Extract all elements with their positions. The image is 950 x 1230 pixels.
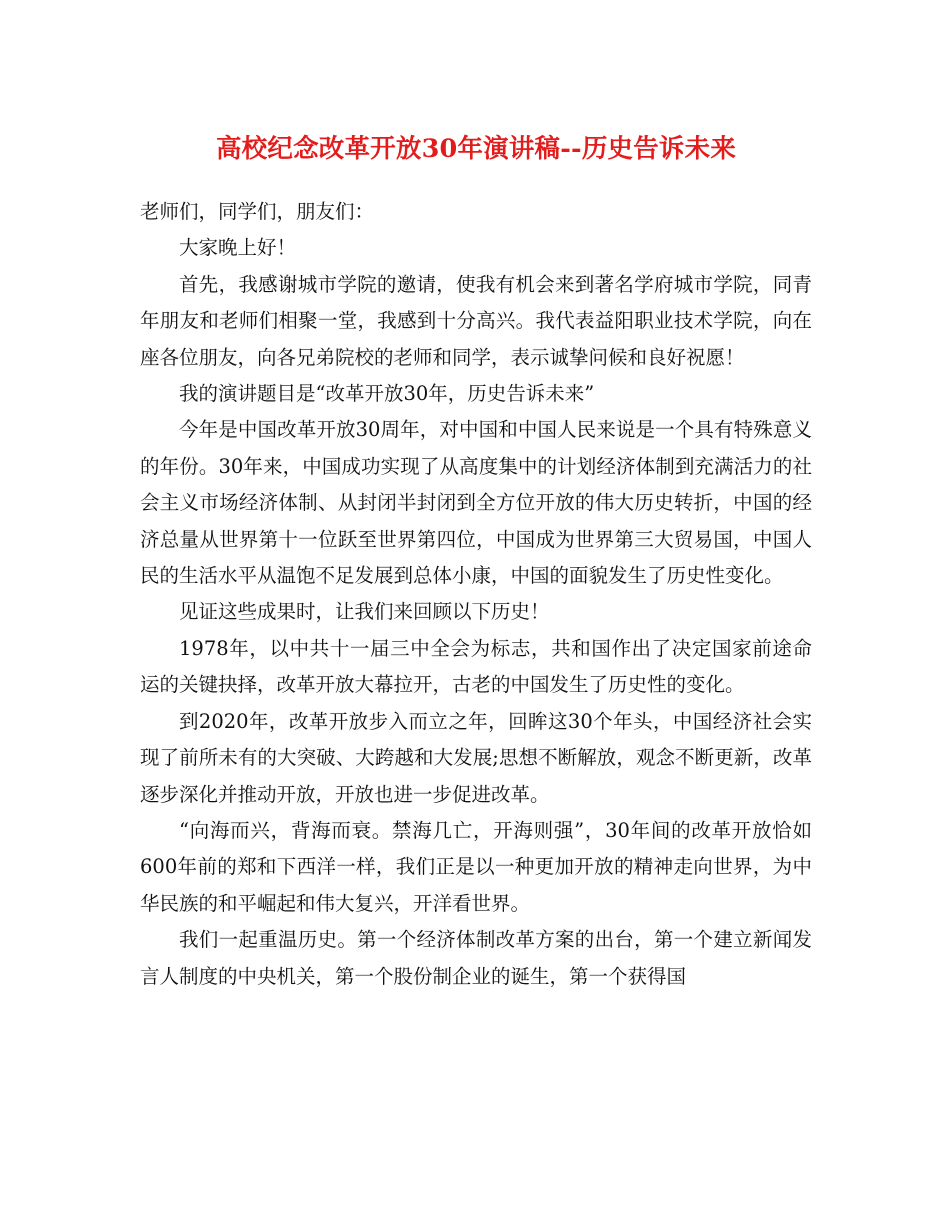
document-page	[140, 126, 812, 995]
paragraph-history: 我们一起重温历史。第一个经济体制改革方案的出台，第一个建立新闻发言人制度的中央机关，第一个股份制企业的诞生，第一个获得国	[140, 928, 812, 988]
paragraph-2020: 到2020年，改革开放步入而立之年，回眸这30个年头，中国经济社会实现了前所未有的大突破、大跨越和大发展;思想不断解放，观念不断更新，改革逐步深化并推动开放，开放也进一步促进改革。	[140, 709, 812, 806]
paragraph-1978: 1978年，以中共十一届三中全会为标志，共和国作出了决定国家前途命运的关键抉择，改革开放大幕拉开，古老的中国发生了历史性的变化。	[140, 636, 812, 697]
paragraph-topic: 我的演讲题目是“改革开放30年，历史告诉未来”	[179, 382, 595, 406]
document-body	[140, 194, 812, 995]
paragraph-salutation: 老师们，同学们，朋友们：	[140, 200, 375, 223]
paragraph-review: 见证这些成果时，让我们来回顾以下历史！	[179, 600, 550, 624]
paragraph-sea: “向海而兴，背海而衰。禁海几亡，开海则强”，30年间的改革开放恰如600年前的郑和下西洋一样，我们正是以一种更加开放的精神走向世界，为中华民族的和平崛起和伟大复兴，开洋看世界。	[140, 818, 812, 915]
paragraph-anniversary: 今年是中国改革开放30周年，对中国和中国人民来说是一个具有特殊意义的年份。30年来，中国成功实现了从高度集中的计划经济体制到充满活力的社会主义市场经济体制、从封闭半封闭到全方位开放的伟大历史转折，中国的经济总量从世界第十一位跃至世界第四位，中国成为世界第三大贸易国，中国人民的生活水平从温饱不足发展到总体小康，中国的面貌发生了历史性变化。	[140, 418, 812, 588]
document-title: 高校纪念改革开放30年演讲稿--历史告诉未来	[215, 134, 737, 164]
paragraph-greeting: 大家晚上好！	[179, 236, 297, 260]
paragraph-thanks: 首先，我感谢城市学院的邀请，使我有机会来到著名学府城市学院，同青年朋友和老师们相聚一堂，我感到十分高兴。我代表益阳职业技术学院，向在座各位朋友，向各兄弟院校的老师和同学，表示诚挚问候和良好祝愿！	[140, 272, 812, 369]
